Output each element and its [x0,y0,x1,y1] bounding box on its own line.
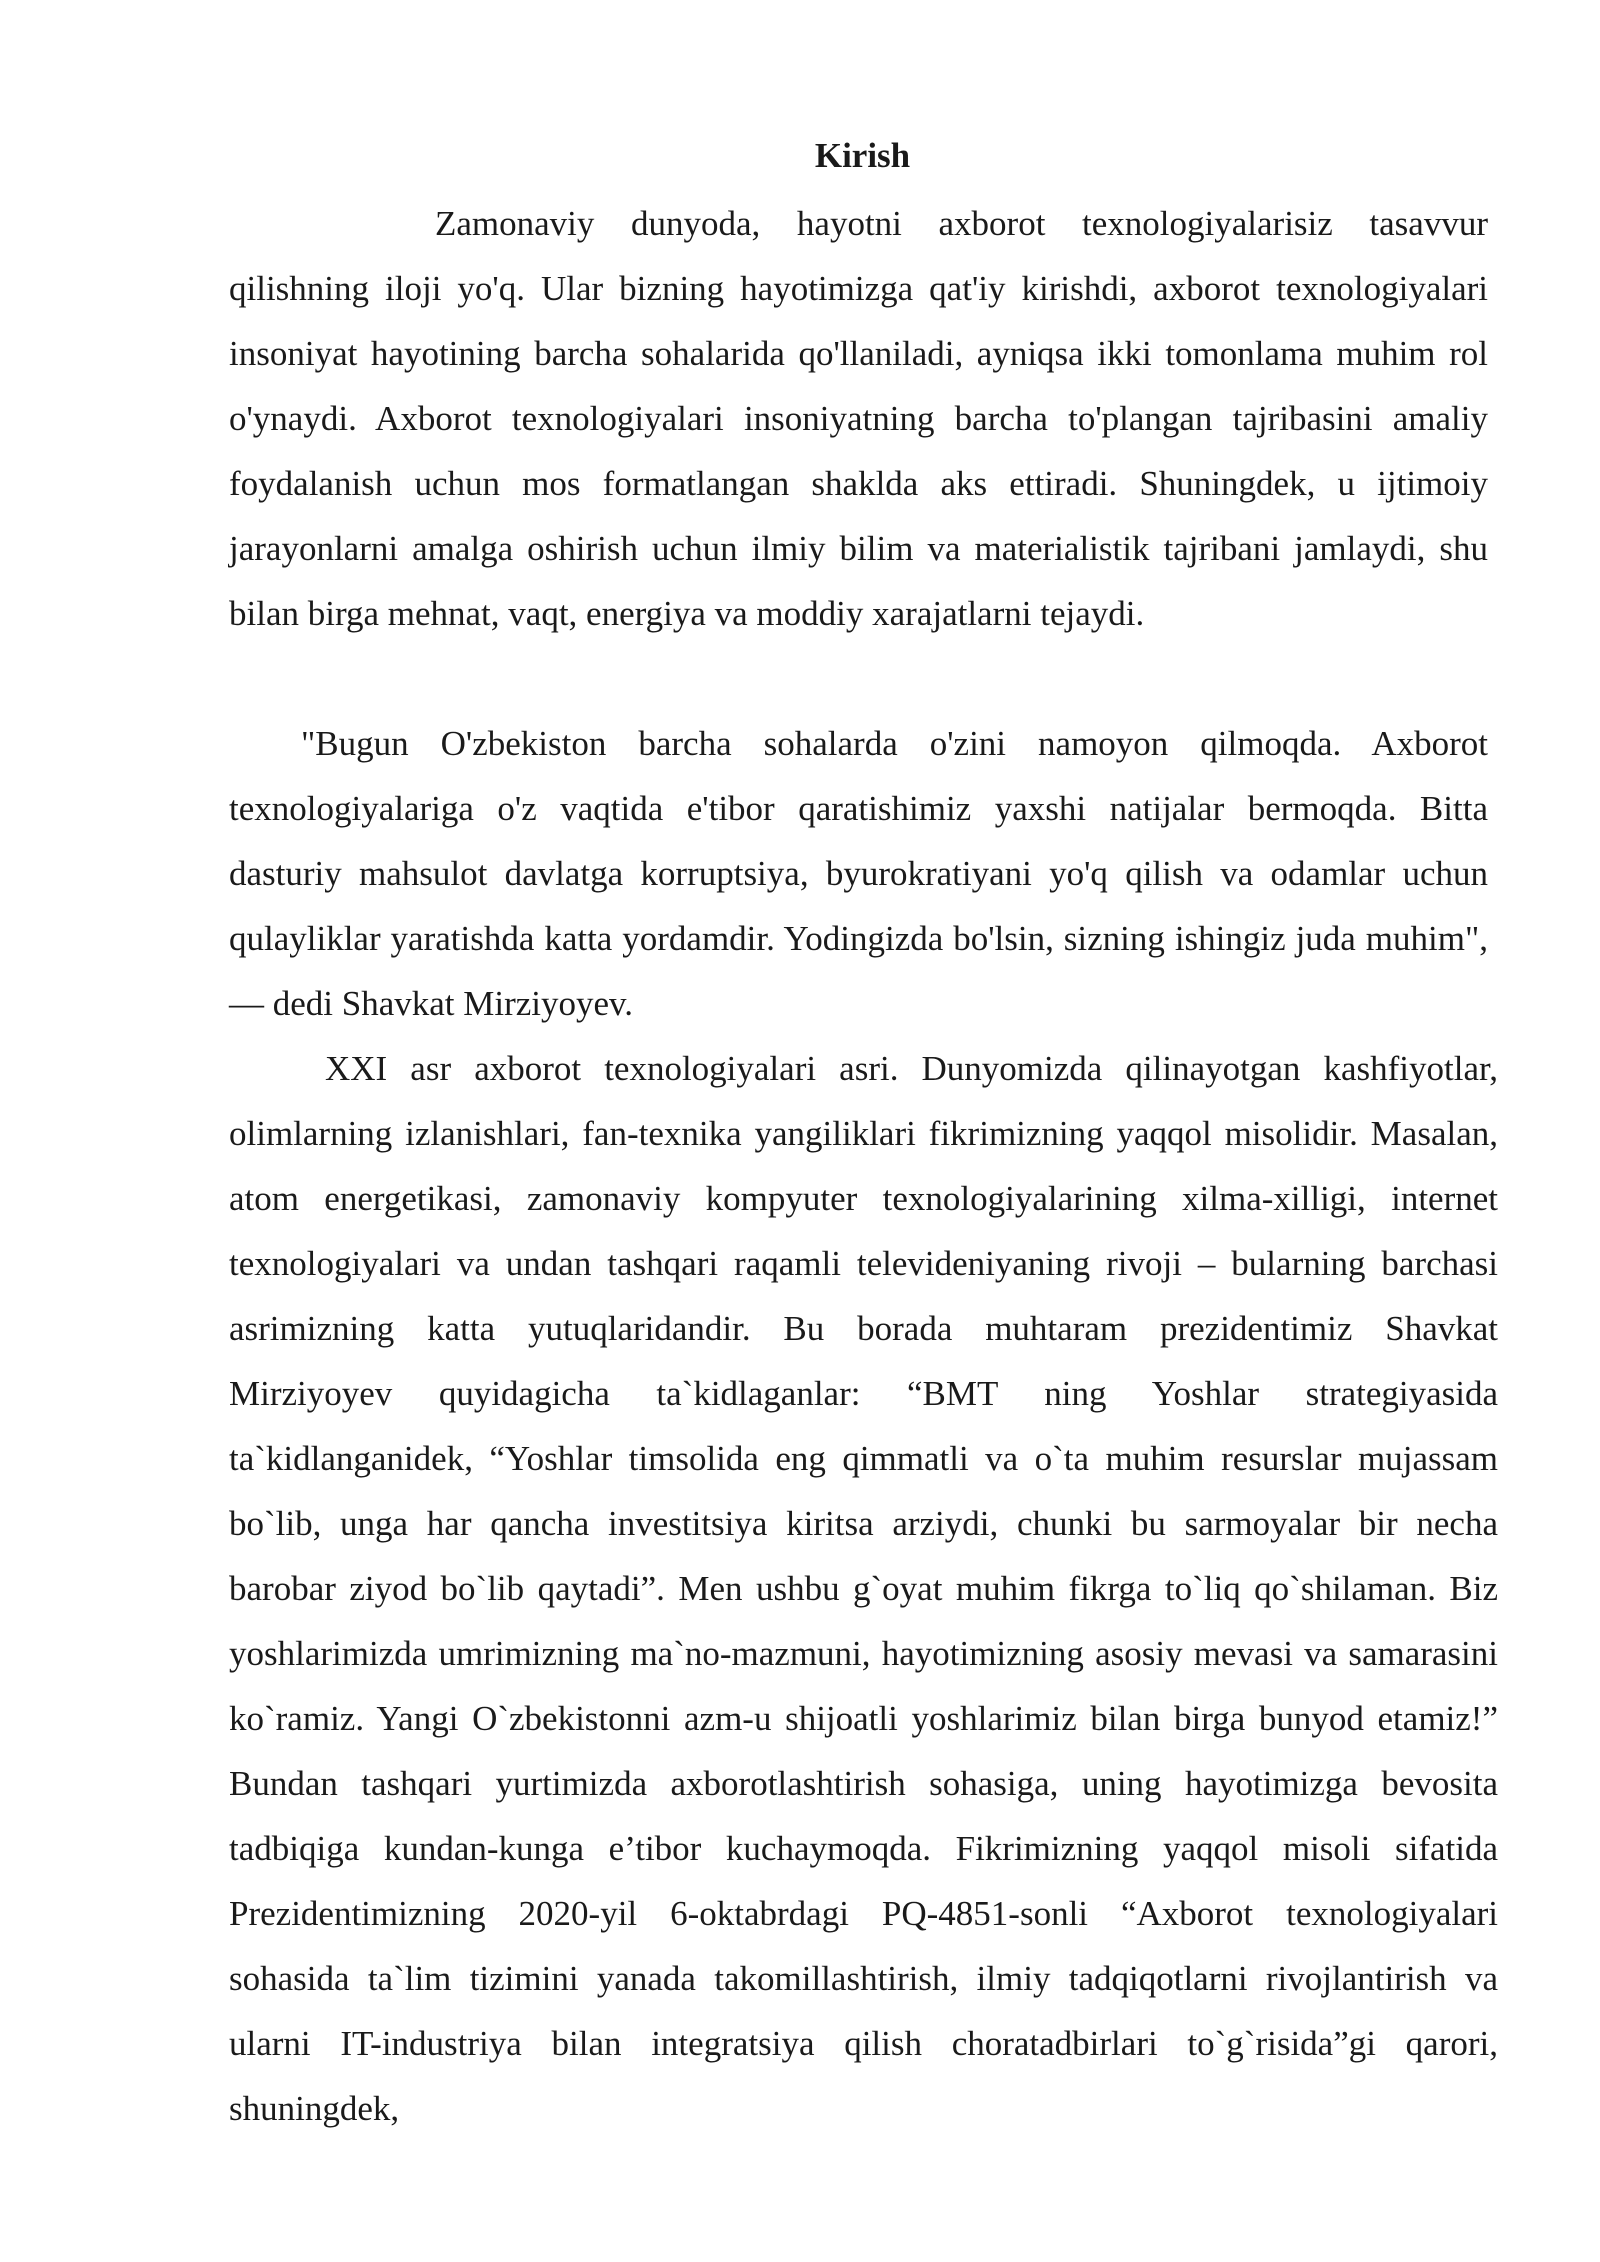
paragraph-intro: Zamonaviy dunyoda, hayotni axborot texnologiyalarisiz tasavvur qilishning iloji yo'q. Ular bizning hayotimizga qat'iy kirishdi, axborot texnologiyalari insoniyat hayotining barcha sohalarida qo'llaniladi, ayniqsa ikki tomonlama muhim rol o'ynaydi. Axborot texnologiyalari insoniyatning barcha to'plangan tajribasini amaliy foydalanish uchun mos formatlangan shaklda aks ettiradi. Shuningdek, u ijtimoiy jarayonlarni amalga oshirish uchun ilmiy bilim va materialistik tajribani jamlaydi, shu bilan birga mehnat, vaqt, energiya va moddiy xarajatlarni tejaydi. [229,204,1488,633]
paragraph-quote: "Bugun O'zbekiston barcha sohalarda o'zini namoyon qilmoqda. Axborot texnologiyalariga o'z vaqtida e'tibor qaratishimiz yaxshi natijalar bermoqda. Bitta dasturiy mahsulot davlatga korruptsiya, byurokratiyani yo'q qilish va odamlar uchun qulayliklar yaratishda katta yordamdir. Yodingizda bo'lsin, sizning ishingiz juda muhim", — dedi Shavkat Mirziyoyev. [229,724,1488,1023]
page-title: Kirish [814,136,911,175]
paragraph-xxi-century: XXI asr axborot texnologiyalari asri. Dunyomizda qilinayotgan kashfiyotlar, olimlarning izlanishlari, fan-texnika yangiliklari fikrimizning yaqqol misolidir. Masalan, atom energetikasi, zamonaviy kompyuter texnologiyalarining xilma-xilligi, internet texnologiyalari va undan tashqari raqamli televideniyaning rivoji – bularning barchasi asrimizning katta yutuqlaridandir. Bu borada muhtaram prezidentimiz Shavkat Mirziyoyev quyidagicha ta`kidlaganlar: “BMT ning Yoshlar strategiyasida ta`kidlanganidek, “Yoshlar timsolida eng qimmatli va o`ta muhim resurslar mujassam bo`lib, unga har qancha investitsiya kiritsa arziydi, chunki bu sarmoyalar bir necha barobar ziyod bo`lib qaytadi”. Men ushbu g`oyat muhim fikrga to`liq qo`shilaman. Biz yoshlarimizda umrimizning ma`no-mazmuni, hayotimizning asosiy mevasi va samarasini ko`ramiz. Yangi O`zbekistonni azm-u shijoatli yoshlarimiz bilan birga bunyod etamiz!” Bundan tashqari yurtimizda axborotlashtirish sohasiga, uning hayotimizga bevosita tadbiqiga kundan-kunga e’tibor kuchaymoqda. Fikrimizning yaqqol misoli sifatida Prezidentimizning 2020-yil 6-oktabrdagi PQ-4851-sonli “Axborot texnologiyalari sohasida ta`lim tizimini yanada takomillashtirish, ilmiy tadqiqotlarni rivojlantirish va ularni IT-industriya bilan integratsiya qilish choratadbirlari to`g`risida”gi qarori, shuningdek, [229,1049,1498,2128]
